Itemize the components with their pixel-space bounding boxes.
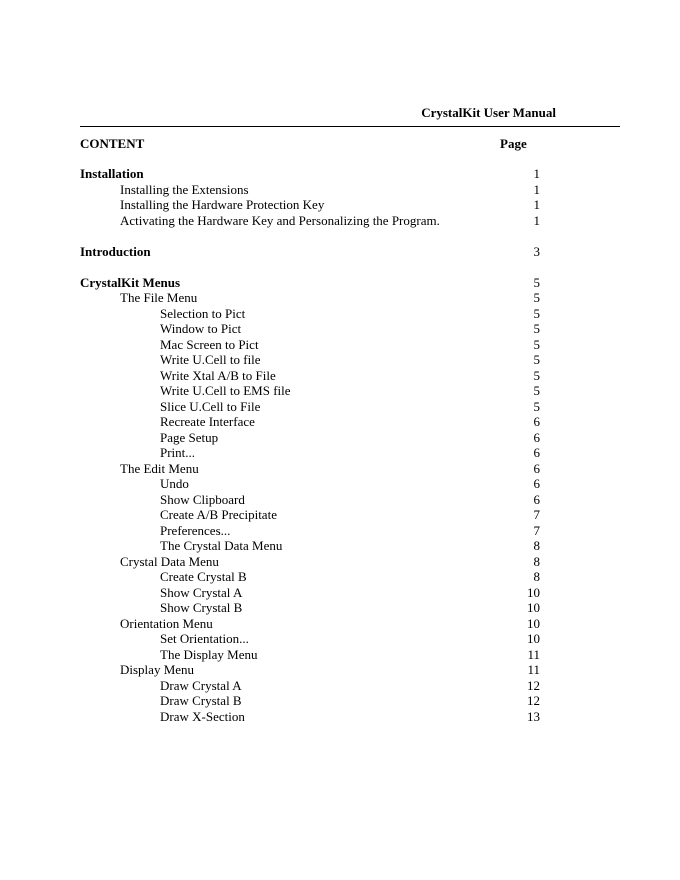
toc-page-number: 6 <box>533 414 540 429</box>
toc-entry-label: Write U.Cell to EMS file <box>160 383 291 398</box>
toc-entry-label: Create Crystal B <box>160 569 247 584</box>
toc-entry <box>80 337 540 353</box>
toc-subsection <box>80 554 540 570</box>
toc-page-number: 6 <box>533 460 540 476</box>
toc-page-number: 1 <box>533 166 540 181</box>
toc-entry <box>80 492 540 508</box>
toc-page-number: 10 <box>527 615 540 631</box>
toc-entry <box>80 399 540 415</box>
toc-entry-label: Window to Pict <box>160 321 242 336</box>
toc-subsection <box>80 616 540 632</box>
toc-section <box>80 275 540 291</box>
toc-entry-label: The Crystal Data Menu <box>160 538 283 553</box>
toc-entry <box>80 523 540 539</box>
toc-page-number: 12 <box>527 677 540 693</box>
toc-page-number: 1 <box>533 197 540 212</box>
toc-entry-label: Write Xtal A/B to File <box>160 367 276 383</box>
toc-page-number: 5 <box>533 336 540 352</box>
toc-page-number: 10 <box>527 631 540 646</box>
toc-entry-label: Preferences... <box>160 522 231 538</box>
toc-page-number: 10 <box>527 600 540 615</box>
toc-entry <box>80 631 540 647</box>
header-rule <box>80 126 620 127</box>
toc-entry-label: The File Menu <box>120 290 198 305</box>
toc-entry <box>80 352 540 368</box>
toc-entry <box>80 647 540 663</box>
toc-entry-label: Undo <box>160 476 189 491</box>
toc-page-number: 5 <box>533 305 540 321</box>
toc-entry-label: Recreate Interface <box>160 414 255 429</box>
toc-entry <box>80 693 540 709</box>
manual-title: CrystalKit User Manual <box>421 105 556 120</box>
toc-page-number: 8 <box>533 538 540 553</box>
toc-entry-label: Create A/B Precipitate <box>160 507 277 522</box>
toc-entry-label: Orientation Menu <box>120 615 213 631</box>
toc-entry-label: Display Menu <box>120 662 195 677</box>
toc-page-number: 6 <box>533 476 540 491</box>
toc-entry-label: Installation <box>80 166 144 181</box>
toc-entry-label: Installing the Extensions <box>120 181 249 197</box>
toc-entry <box>80 368 540 384</box>
toc-page-number: 5 <box>533 290 540 305</box>
toc-subsection <box>80 662 540 678</box>
toc-entry <box>80 709 540 725</box>
toc-subsection <box>80 461 540 477</box>
table-of-contents <box>80 166 540 724</box>
toc-entry <box>80 585 540 601</box>
toc-entry-label: Introduction <box>80 243 151 259</box>
toc-entry-label: Write U.Cell to file <box>160 352 261 367</box>
toc-page-number: 11 <box>527 646 540 662</box>
toc-entry-label: Draw Crystal B <box>160 693 242 708</box>
toc-entry <box>80 445 540 461</box>
toc-subsection <box>80 182 540 198</box>
content-column-heading: CONTENT <box>80 136 145 151</box>
toc-page-number: 8 <box>533 553 540 569</box>
toc-entry <box>80 507 540 523</box>
toc-page-number: 6 <box>533 491 540 507</box>
toc-page-number: 1 <box>533 181 540 197</box>
toc-entry <box>80 476 540 492</box>
toc-page-number: 7 <box>533 522 540 538</box>
toc-entry <box>80 414 540 430</box>
toc-page-number: 7 <box>533 507 540 522</box>
toc-section <box>80 166 540 182</box>
toc-entry <box>80 600 540 616</box>
toc-page-number: 13 <box>527 708 540 724</box>
toc-entry <box>80 383 540 399</box>
toc-subsection <box>80 290 540 306</box>
toc-entry-label: Mac Screen to Pict <box>160 336 259 352</box>
toc-entry-label: Slice U.Cell to File <box>160 398 261 414</box>
toc-section <box>80 244 540 260</box>
toc-page-number: 12 <box>527 693 540 708</box>
toc-page-number: 5 <box>533 398 540 414</box>
toc-entry <box>80 538 540 554</box>
toc-entry <box>80 678 540 694</box>
toc-entry-label: Show Crystal B <box>160 600 243 615</box>
toc-page-number: 8 <box>533 569 540 584</box>
toc-subsection <box>80 197 540 213</box>
toc-page-number: 5 <box>533 321 540 336</box>
toc-entry <box>80 569 540 585</box>
toc-page-number: 5 <box>533 352 540 367</box>
toc-entry-label: Draw Crystal A <box>160 677 242 693</box>
toc-entry-label: Installing the Hardware Protection Key <box>120 197 325 212</box>
toc-entry-label: Set Orientation... <box>160 631 249 646</box>
toc-entry <box>80 430 540 446</box>
toc-entry-label: Selection to Pict <box>160 305 246 321</box>
toc-entry-label: Print... <box>160 445 196 460</box>
toc-page-number: 11 <box>527 662 540 677</box>
toc-page-number: 10 <box>527 584 540 600</box>
toc-page-number: 6 <box>533 445 540 460</box>
toc-entry-label: Crystal Data Menu <box>120 553 219 569</box>
toc-entry-label: Draw X-Section <box>160 708 245 724</box>
toc-entry <box>80 306 540 322</box>
toc-entry-label: Show Crystal A <box>160 584 243 600</box>
toc-page-number: 3 <box>533 243 540 259</box>
toc-entry-label: Show Clipboard <box>160 491 245 507</box>
toc-entry-label: The Edit Menu <box>120 460 199 476</box>
toc-entry-label: The Display Menu <box>160 646 258 662</box>
toc-page-number: 5 <box>533 367 540 383</box>
toc-entry-label: CrystalKit Menus <box>80 274 181 290</box>
toc-page-number: 5 <box>533 274 540 290</box>
toc-entry <box>80 321 540 337</box>
toc-entry-label: Activating the Hardware Key and Personalizing the Program. <box>120 212 440 228</box>
toc-subsection <box>80 213 540 229</box>
toc-page-number: 5 <box>533 383 540 398</box>
toc-page-number: 6 <box>533 429 540 445</box>
page-column-heading: Page <box>500 136 527 151</box>
toc-entry-label: Page Setup <box>160 429 219 445</box>
toc-page-number: 1 <box>533 212 540 228</box>
